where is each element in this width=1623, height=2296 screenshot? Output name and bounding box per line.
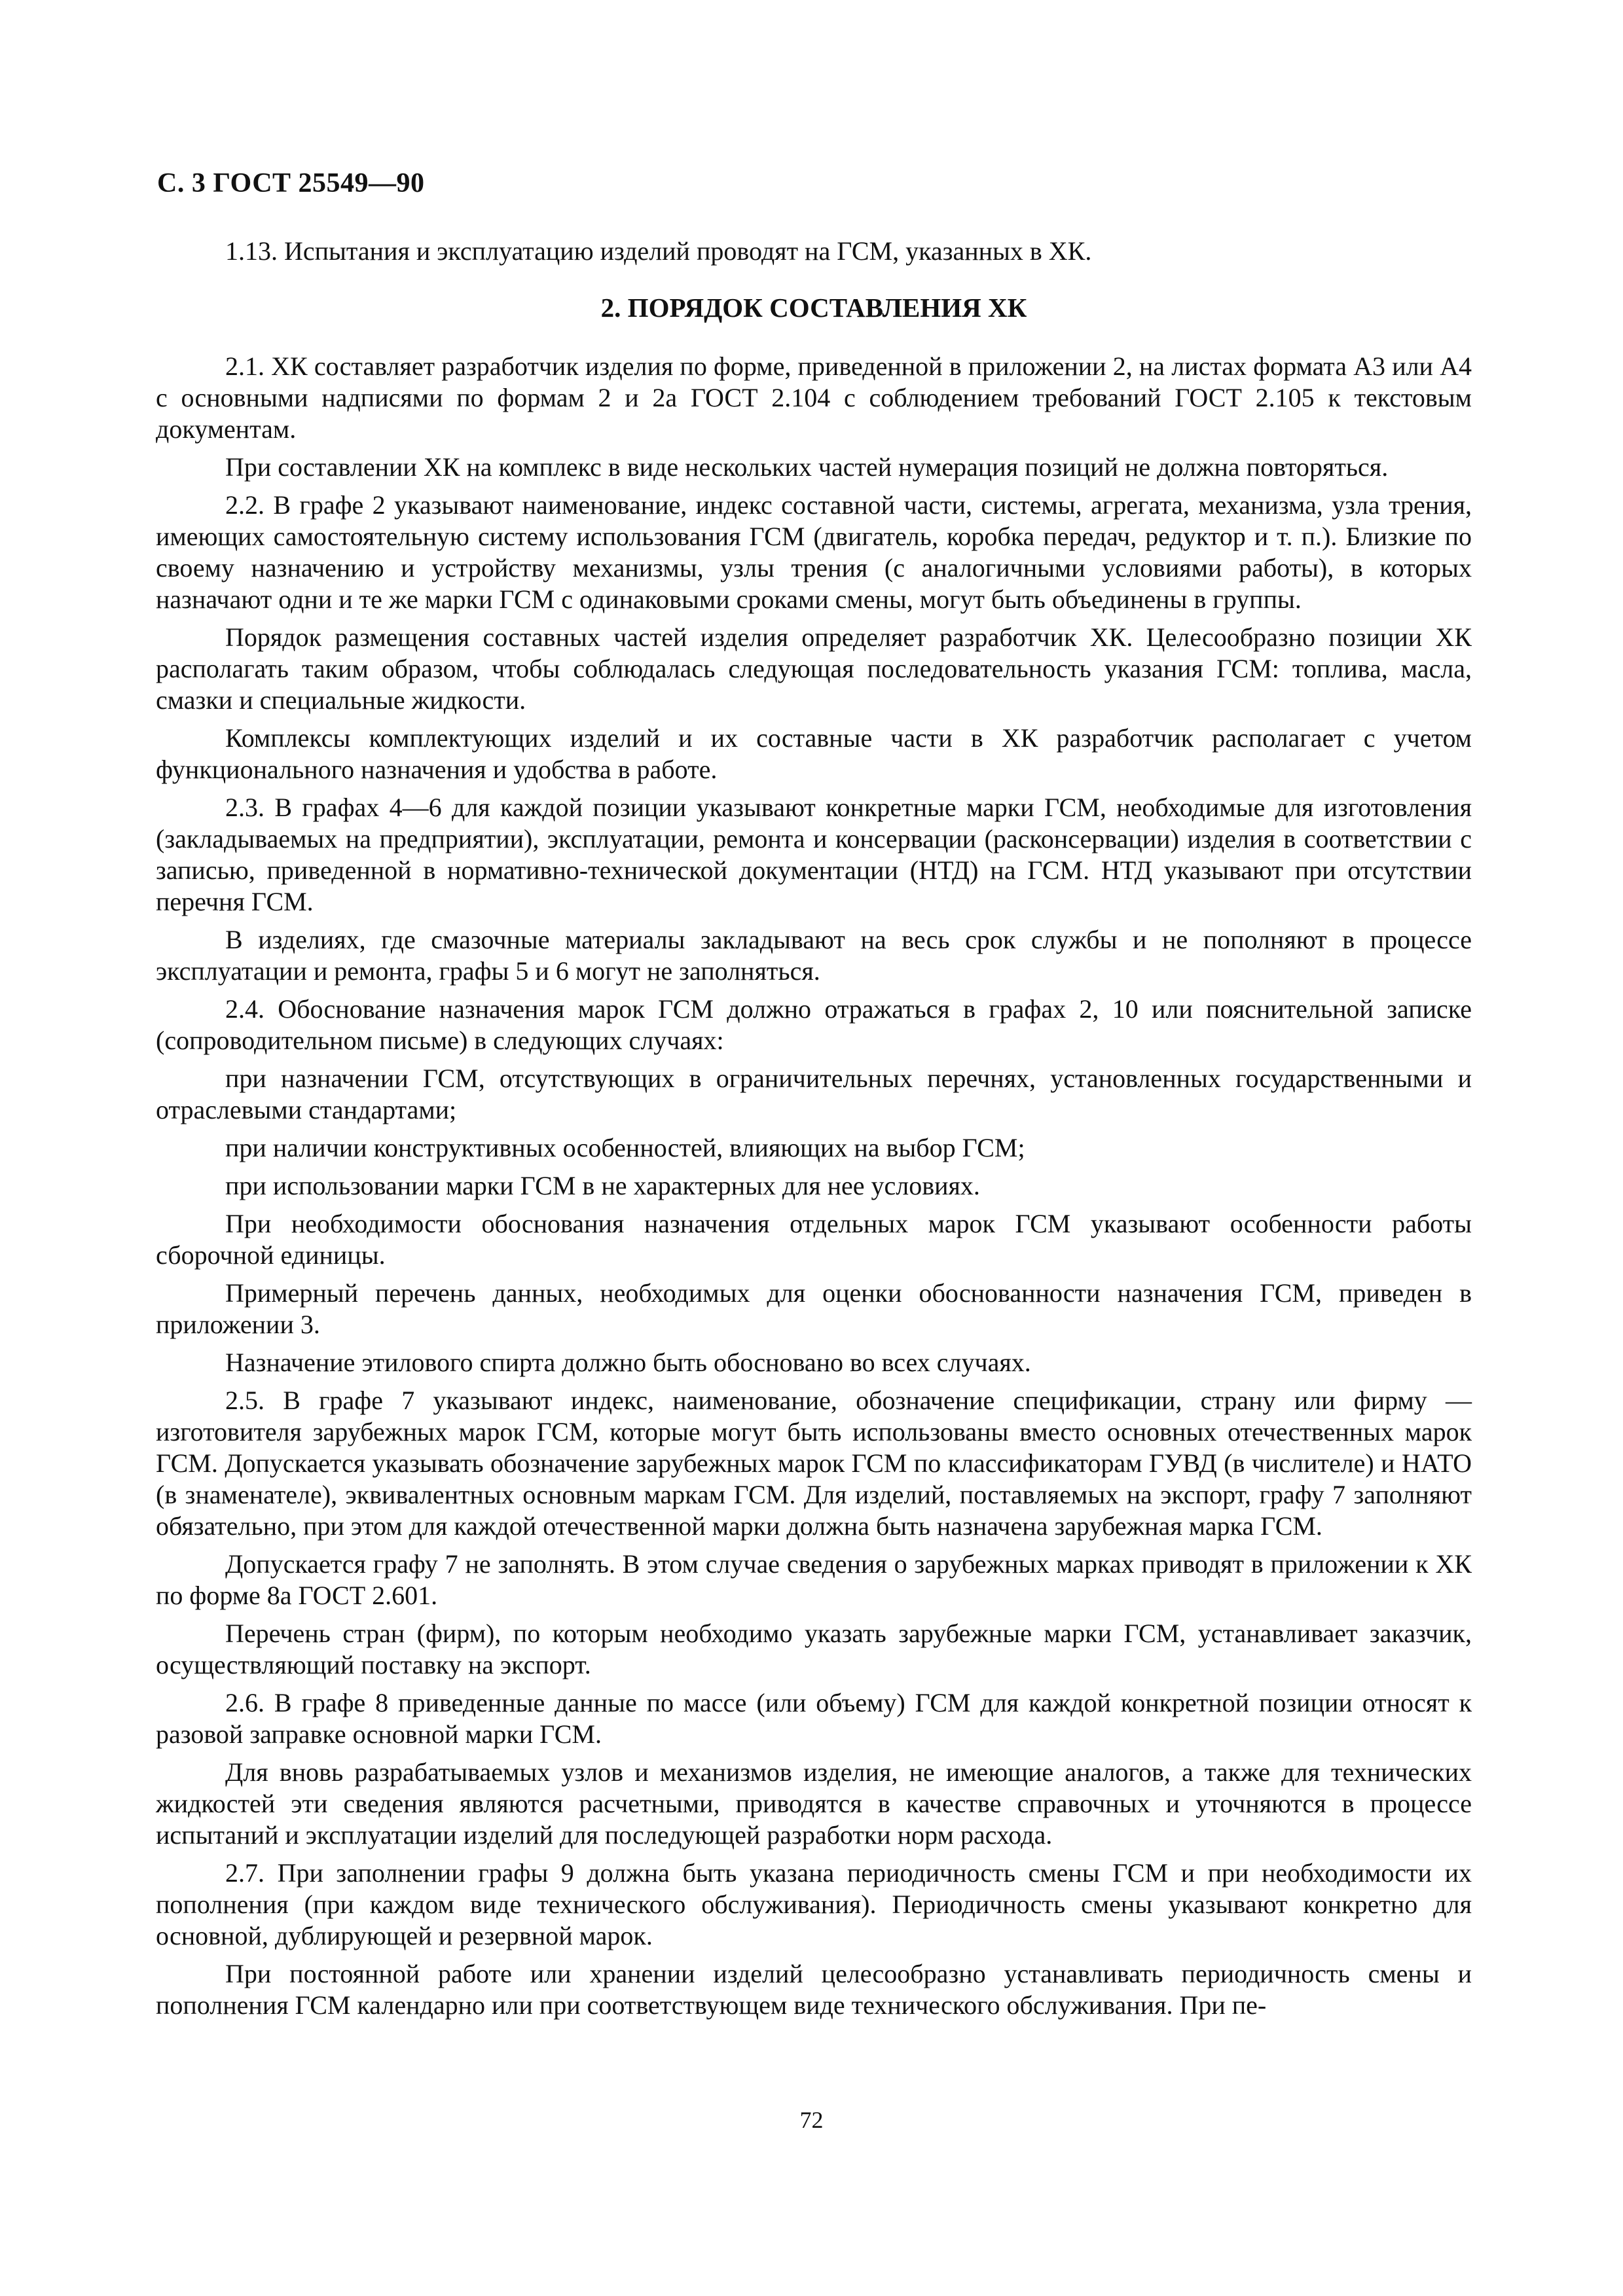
paragraph-2-2: 2.2. В графе 2 указывают наименование, индекс составной части, системы, агрегата, механизма, узла трения, имеющих самостоятельную систему использования ГСМ (двигатель, коробка передач, редуктор и т. п.). Близкие по своему назначению и устройству механизмы, узлы трения (с аналогичными условиями работы), в которых назначают одни и те же марки ГСМ с одинаковыми сроками смены, могут быть объединены в группы. bbox=[156, 490, 1472, 614]
paragraph-2-5-c: Перечень стран (фирм), по которым необходимо указать зарубежные марки ГСМ, устанавливает заказчик, осуществляющий поставку на экспорт. bbox=[156, 1619, 1472, 1679]
paragraph-2-4-d: При необходимости обоснования назначения отдельных марок ГСМ указывают особенности работы сборочной единицы. bbox=[156, 1209, 1472, 1270]
paragraph-2-4-b: при наличии конструктивных особенностей, влияющих на выбор ГСМ; bbox=[225, 1133, 1025, 1162]
page-number: 72 bbox=[799, 2107, 824, 2133]
body-text bbox=[156, 236, 1472, 2028]
paragraph-2-2-b: Порядок размещения составных частей изделия определяет разработчик ХК. Целесообразно позиции ХК располагать таким образом, чтобы соблюдалась следующая последовательность указания ГСМ: топлива, масла, смазки и специальные жидкости. bbox=[156, 622, 1472, 715]
paragraph-2-6-b: Для вновь разрабатываемых узлов и механизмов изделия, не имеющие аналогов, а также для технических жидкостей эти сведения являются расчетными, приводятся в качестве справочных и уточняются в процессе испытаний и эксплуатации изделий для последующей разработки норм расхода. bbox=[156, 1757, 1472, 1850]
paragraph-2-7-b: При постоянной работе или хранении изделий целесообразно устанавливать периодичность смены и пополнения ГСМ календарно или при соответствующем виде технического обслуживания. При пе- bbox=[156, 1959, 1472, 2020]
paragraph-2-4-a: при назначении ГСМ, отсутствующих в ограничительных перечнях, установленных государственными и отраслевыми стандартами; bbox=[156, 1064, 1472, 1124]
paragraph-2-3: 2.3. В графах 4—6 для каждой позиции указывают конкретные марки ГСМ, необходимые для изготовления (закладываемых на предприятии), эксплуатации, ремонта и консервации (расконсервации) изделия в соответствии с записью, приведенной в нормативно-технической документации (НТД) на ГСМ. НТД указывают при отсутствии перечня ГСМ. bbox=[156, 793, 1472, 916]
paragraph-2-2-c: Комплексы комплектующих изделий и их составные части в ХК разработчик располагает с учетом функционального назначения и удобства в работе. bbox=[156, 723, 1472, 784]
paragraph-2-7: 2.7. При заполнении графы 9 должна быть указана периодичность смены ГСМ и при необходимости их пополнения (при каждом виде технического обслуживания). Периодичность смены указывают конкретно для основной, дублирующей и резервной марок. bbox=[156, 1858, 1472, 1950]
paragraph-2-1: 2.1. ХК составляет разработчик изделия по форме, приведенной в приложении 2, на листах формата А3 или А4 с основными надписями по формам 2 и 2а ГОСТ 2.104 с соблюдением требований ГОСТ 2.105 к текстовым документам. bbox=[156, 351, 1472, 444]
paragraph-2-3-b: В изделиях, где смазочные материалы закладывают на весь срок службы и не пополняют в процессе эксплуатации и ремонта, графы 5 и 6 могут не заполняться. bbox=[156, 925, 1472, 986]
paragraph-2-1-b: При составлении ХК на комплекс в виде нескольких частей нумерация позиций не должна повторяться. bbox=[225, 452, 1389, 482]
paragraph-2-6: 2.6. В графе 8 приведенные данные по массе (или объему) ГСМ для каждой конкретной позиции относят к разовой заправке основной марки ГСМ. bbox=[156, 1688, 1472, 1749]
paragraph-2-4-e: Примерный перечень данных, необходимых для оценки обоснованности назначения ГСМ, приведен в приложении 3. bbox=[156, 1278, 1472, 1339]
paragraph-2-5: 2.5. В графе 7 указывают индекс, наименование, обозначение спецификации, страну или фирму — изготовителя зарубежных марок ГСМ, которые могут быть использованы вместо основных отечественных марок ГСМ. Допускается указывать обозначение зарубежных марок ГСМ по классификаторам ГУВД (в числителе) и НАТО (в знаменателе), эквивалентных основным маркам ГСМ. Для изделий, поставляемых на экспорт, графу 7 заполняют обязательно, при этом для каждой отечественной марки должна быть назначена зарубежная марка ГСМ. bbox=[156, 1386, 1472, 1541]
section-2-title: 2. ПОРЯДОК СОСТАВЛЕНИЯ ХК bbox=[600, 293, 1027, 323]
paragraph-2-4-c: при использовании марки ГСМ в не характерных для нее условиях. bbox=[225, 1171, 980, 1200]
running-header: С. 3 ГОСТ 25549—90 bbox=[157, 168, 425, 198]
paragraph-2-4: 2.4. Обоснование назначения марок ГСМ должно отражаться в графах 2, 10 или пояснительной записке (сопроводительном письме) в следующих случаях: bbox=[156, 994, 1472, 1055]
paragraph-2-5-b: Допускается графу 7 не заполнять. В этом случае сведения о зарубежных марках приводят в приложении к ХК по форме 8а ГОСТ 2.601. bbox=[156, 1549, 1472, 1610]
paragraph-2-4-f: Назначение этилового спирта должно быть обосновано во всех случаях. bbox=[225, 1348, 1031, 1377]
paragraph-1-13: 1.13. Испытания и эксплуатацию изделий проводят на ГСМ, указанных в ХК. bbox=[225, 236, 1092, 266]
